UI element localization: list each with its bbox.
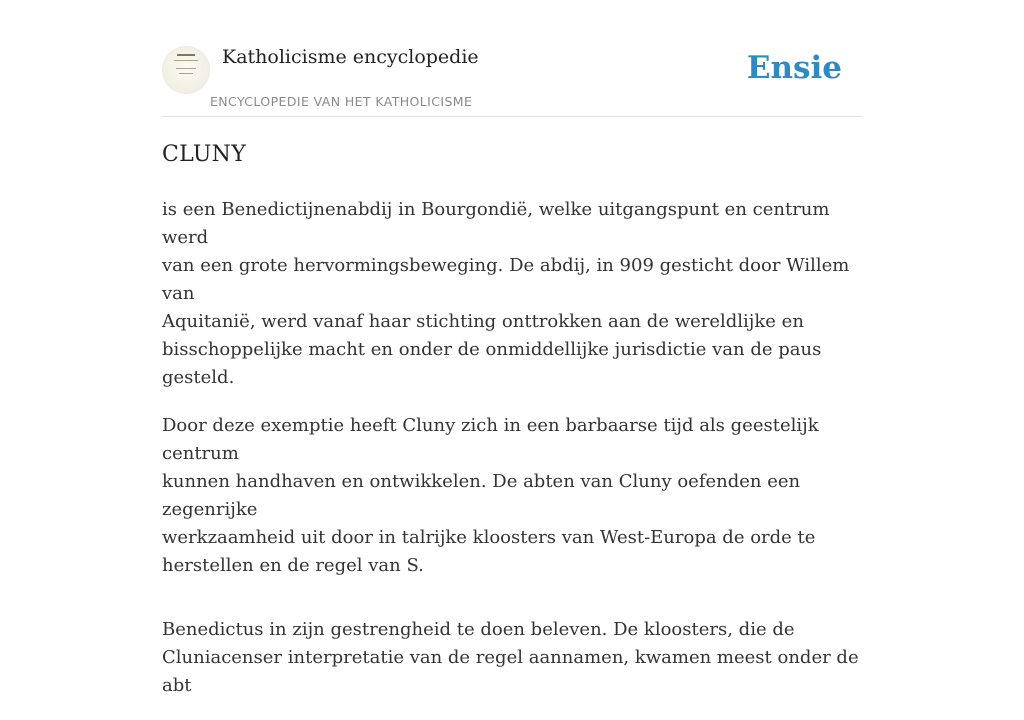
article-paragraph: is een Benedictijnenabdij in Bourgondië, welke uitgangspunt en centrum werd van een grote hervormingsbeweging. De abdij, in 909 gesticht door Willem van Aquitanië, werd vanaf haar stichting onttrokken aan de wereldlijke en bisschoppelijke macht en onder de onmiddellijke jurisdictie van de paus gesteld. xyxy=(162,199,850,388)
article xyxy=(162,138,862,720)
logo-line xyxy=(179,73,193,74)
site-header xyxy=(162,40,862,117)
logo-line xyxy=(177,54,195,56)
logo-line xyxy=(174,60,198,61)
article-paragraph: Door deze exemptie heeft Cluny zich in een barbaarse tijd als geestelijk centrum kunnen handhaven en ontwikkelen. De abten van Cluny oefenden een zegenrijke werkzaamheid uit door in talrijke kloosters van West-Europa de orde te herstellen en de regel van S. xyxy=(162,415,819,576)
brand-logo-link[interactable]: Ensie xyxy=(746,50,842,86)
article-title: CLUNY xyxy=(162,142,247,167)
article-paragraph: Benedictus in zijn gestrengheid te doen beleven. De kloosters, die de Cluniacenser interpretatie van de regel aannamen, kwamen meest onder de abt xyxy=(162,619,859,696)
encyclopedia-logo-icon[interactable] xyxy=(162,46,210,94)
site-subtitle: ENCYCLOPEDIE VAN HET KATHOLICISME xyxy=(210,94,473,109)
site-title-link[interactable]: Katholicisme encyclopedie xyxy=(222,46,479,68)
logo-line xyxy=(176,68,196,69)
